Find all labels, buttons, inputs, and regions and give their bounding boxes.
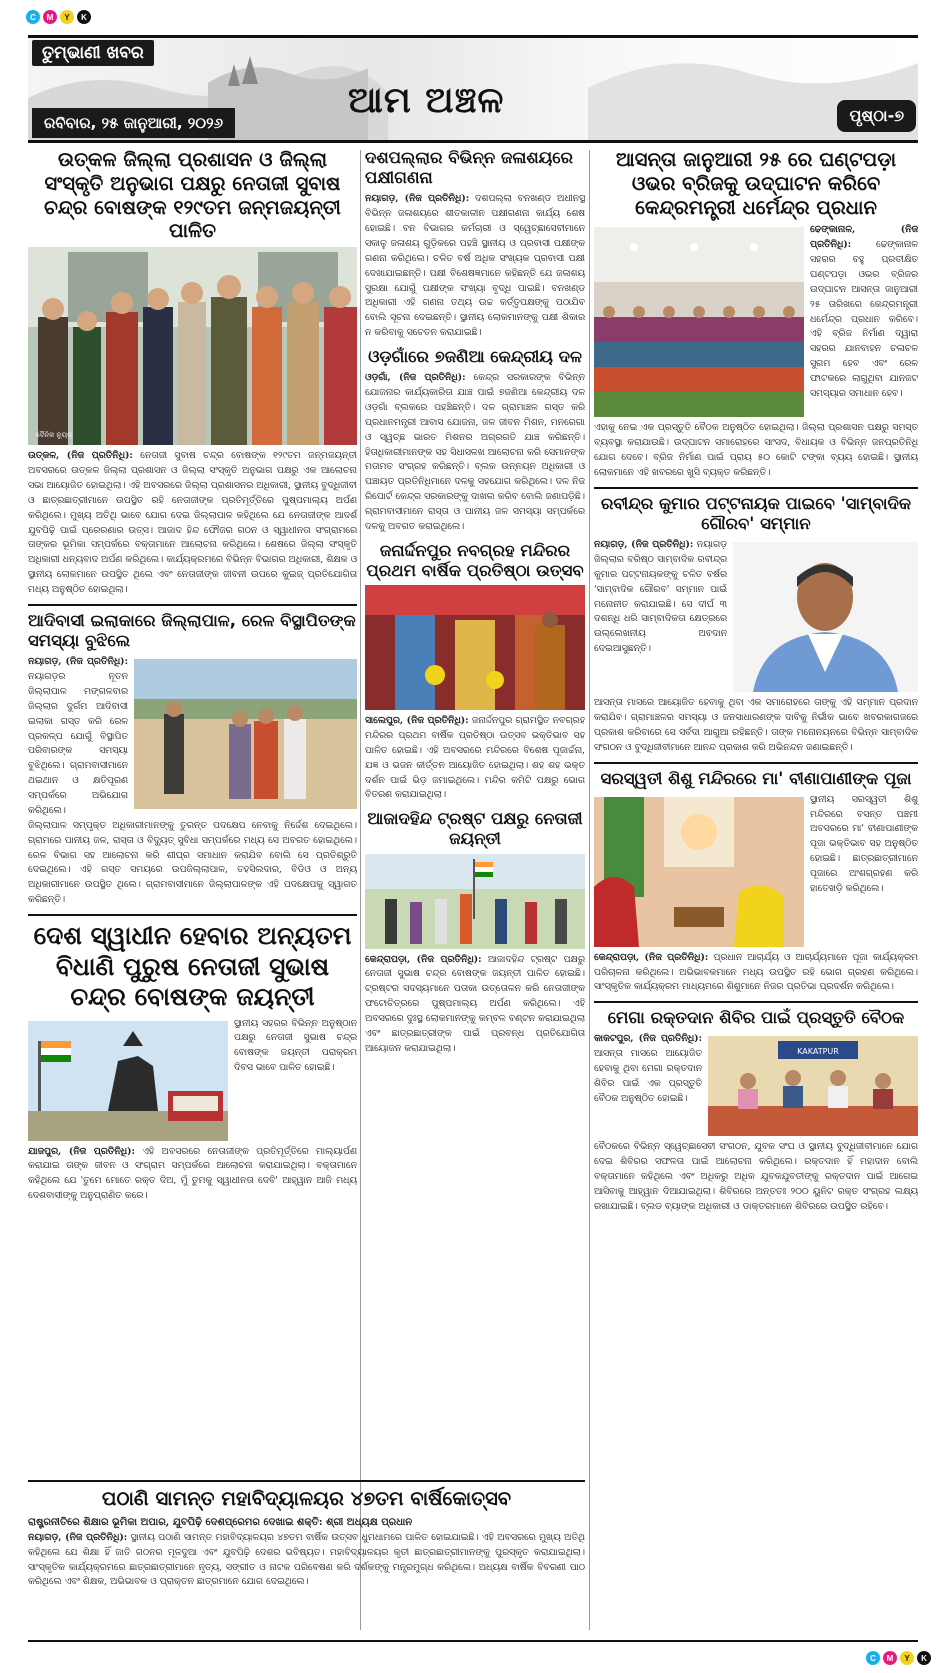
story-text: କେନ୍ଦ୍ର ସରକାରଙ୍କ ବିଭିନ୍ନ ଯୋଜନାର କାର୍ଯ୍ୟକାରିତା ଯାଞ୍ଚ ପାଇଁ ୭ଜଣିଆ କେନ୍ଦ୍ରୀୟ ଦଳ ଓଡ଼ଗାଁ ବ୍ଲକରେ ପହଞ୍ଚିଛନ୍ତି। ଦଳ ଗ୍ରାମାଞ୍ଚଳ ଗସ୍ତ କରି ପ୍ରଧାନମନ୍ତ୍ରୀ ଆବାସ ଯୋଜନା, ଜଳ ଜୀବନ ମିଶନ, ମନରେଗା ଓ ସ୍ୱଚ୍ଛ ଭାରତ ମିଶନର ଅଗ୍ରଗତି ଯାଞ୍ଚ କରିଛନ୍ତି। ହିତାଧିକାରୀମାନଙ୍କ ସହ ସିଧାସଳଖ ଆଲୋଚନା କରି ସେମାନଙ୍କ ମତାମତ ସଂଗ୍ରହ କରିଛନ୍ତି। ବ୍ଲକ ଉନ୍ନୟନ ଅଧିକାରୀ ଓ ପଞ୍ଚାୟତ ପ୍ରତିନିଧିମାନେ ଦଳକୁ ସହଯୋଗ କରିଥିଲେ। ଦଳ ନିଜ ରିପୋର୍ଟ କେନ୍ଦ୍ର ସରକାରଙ୍କୁ ଦାଖଲ କରିବ ବୋଲି ଜଣାପଡ଼ିଛି। ଗ୍ରାମବାସୀମାନେ ରାସ୍ତା ଓ ପାନୀୟ ଜଳ ସମସ୍ୟା ସମ୍ପର୍କରେ ଦଳକୁ ଅବଗତ କରାଇଥିଲେ। [365,372,585,532]
story-body [594,951,918,996]
story-headline: ଆଦିବାସୀ ଇଲାକାରେ ଜିଲ୍ଲାପାଳ, ରେଳ ବିସ୍ଥାପିତଙ୍କ ସମସ୍ୟା ବୁଝିଲେ [28,610,356,650]
story-journalist-award [594,494,918,756]
collector-visit-image [134,659,357,809]
cmyk-c: C [866,1651,880,1665]
story-text: ଆଜାଦହିନ୍ଦ ଟ୍ରଷ୍ଟ ପକ୍ଷରୁ ନେତାଜୀ ସୁଭାଷ ଚନ୍ଦ୍ର ବୋଷଙ୍କ ଜୟନ୍ତୀ ପାଳିତ ହୋଇଛି। ଟ୍ରଷ୍ଟର ସଦସ୍ୟମାନେ ପତାକା ଉତ୍ତୋଳନ କରି ନେତାଜୀଙ୍କ ଫଟୋଚିତ୍ରରେ ପୁଷ୍ପମାଲ୍ୟ ଅର୍ପଣ କରିଥିଲେ। ଏହି ଅବସରରେ ଦୁଃସ୍ଥ ଲୋକମାନଙ୍କୁ କମ୍ବଳ ବଣ୍ଟନ କରାଯାଇଥିଲା ଏବଂ ଛାତ୍ରଛାତ୍ରୀଙ୍କ ପାଇଁ ପ୍ରବନ୍ଧ ପ୍ରତିଯୋଗିତା ଆୟୋଜନ କରାଯାଇଥିଲା। [365,953,585,1054]
dateline: ନୟାଗଡ଼, (ନିଜ ପ୍ରତିନିଧି): [28,656,128,668]
story-text: ଜନାର୍ଦ୍ଦନପୁର ଗ୍ରାମସ୍ଥିତ ନବଗ୍ରହ ମନ୍ଦିରର ପ୍ରଥମ ବାର୍ଷିକ ପ୍ରତିଷ୍ଠା ଉତ୍ସବ ଭକ୍ତିଭାବ ସହ ପାଳିତ ହୋଇଛି। ଏହି ଅବସରରେ ମନ୍ଦିରରେ ବିଶେଷ ପୂଜାର୍ଚ୍ଚନା, ଯଜ୍ଞ ଓ ଭଜନ କୀର୍ତ୍ତନ ଆୟୋଜିତ ହୋଇଥିଲା। ଶହ ଶହ ଭକ୍ତ ଦର୍ଶନ ପାଇଁ ଭିଡ଼ ଜମାଇଥିଲେ। ମନ୍ଦିର କମିଟି ପକ୍ଷରୁ ଭୋଗ ବିତରଣ କରାଯାଇଥିଲା। [365,715,585,801]
story-body [810,793,918,951]
story-divider [594,487,918,489]
story-subhead: ରାଷ୍ଟ୍ରନୀତିରେ ଶିକ୍ଷାର ଭୂମିକା ଅପାର, ଯୁବପିଢ଼ି ଦେଶପ୍ରେମର ଦେଖାଇ ଶକ୍ତି: ଶ୍ରୀ ଅଧ୍ୟକ୍ଷ ପ୍ରଧାନ [28,1516,413,1528]
cmyk-k: K [77,10,91,24]
dateline: ସାଲେପୁର, (ନିଜ ପ୍ରତିନିଧି): [365,715,469,726]
dateline: ଉତ୍କଳ, (ନିଜ ପ୍ରତିନିଧି): [28,450,133,462]
netaji-statue-photo [28,1021,228,1141]
story-headline: ଦଶପଲ୍ଲାର ବିଭିନ୍ନ ଜଳାଶୟରେ ପକ୍ଷୀଗଣନା [365,148,574,188]
story-text: ବୈଠକରେ ବିଭିନ୍ନ ସ୍ୱେଚ୍ଛାସେବୀ ସଂଗଠନ, ଯୁବକ ସଂଘ ଓ ସ୍ଥାନୀୟ ବୁଦ୍ଧିଜୀବୀମାନେ ଯୋଗ ଦେଇ ଶିବିରର ସଫଳତା ପାଇଁ ଆଲୋଚନା କରିଥିଲେ। ରକ୍ତଦାନ ହିଁ ମହାଦାନ ବୋଲି ବକ୍ତାମାନେ କହିଥିଲେ ଏବଂ ଅଧିକରୁ ଅଧିକ ଯୁବକଯୁବତୀଙ୍କୁ ରକ୍ତଦାନ ପାଇଁ ଆଗେଇ ଆସିବାକୁ ଆହ୍ୱାନ ଦିଆଯାଇଥିଲା। ଶିବିରରେ ଅନ୍ତତଃ ୨୦୦ ୟୁନିଟ ରକ୍ତ ସଂଗ୍ରହ ଲକ୍ଷ୍ୟ ରଖାଯାଇଛି। ବ୍ଲଡ ବ୍ୟାଙ୍କ ଅଧିକାରୀ ଓ ଡାକ୍ତରମାନେ ଶିବିରରେ ଉପସ୍ଥିତ ରହିବେ। [594,1141,918,1212]
flag-hoisting-photo [365,854,585,949]
temple-photo [365,585,585,710]
story-divider [28,914,357,916]
story-headline: ଉତ୍କଳ ଜିଲ୍ଲା ପ୍ରଶାସନ ଓ ଜିଲ୍ଲା ସଂସ୍କୃତି ଅନୁଭାଗ ପକ୍ଷରୁ ନେତାଜୀ ସୁବାଷ ଚନ୍ଦ୍ର ବୋଷଙ୍କ ୧୨୯ତମ ଜନ୍ମଜୟନ୍ତୀ ପାଳିତ [44,148,341,243]
story-body [594,538,727,696]
dateline: ନୟାଗଡ଼, (ନିଜ ପ୍ରତିନିଧି): [594,539,694,551]
story-headline: ମେଗା ରକ୍ତଦାନ ଶିବିର ପାଇଁ ପ୍ରସ୍ତୁତି ବୈଠକ [607,1008,905,1028]
story-headline: ଆସନ୍ତା ଜାନୁଆରୀ ୨୫ ରେ ଘଣ୍ଟପଡ଼ା ଓଭର ବ୍ରିଜକୁ ଉଦ୍‌ଘାଟନ କରିବେ କେନ୍ଦ୍ରମନ୍ତ୍ରୀ ଧର୍ମେନ୍ଦ୍ର ପ୍ରଧାନ [615,148,897,219]
cmyk-k: K [917,1651,931,1665]
story-text: ପ୍ରଧାନ ଆଚାର୍ଯ୍ୟ ଓ ଆଚାର୍ଯ୍ୟମାନେ ପୂଜା କାର୍ଯ୍ୟକ୍ରମ ପରିଚାଳନା କରିଥିଲେ। ଅଭିଭାବକମାନେ ମଧ୍ୟ ଉପସ୍ଥିତ ରହି ଭୋଗ ଗ୍ରହଣ କରିଥିଲେ। ସାଂସ୍କୃତିକ କାର୍ଯ୍ୟକ୍ରମ ମାଧ୍ୟମରେ ଶିଶୁମାନେ ନିଜର ପ୍ରତିଭା ପ୍ରଦର୍ଶନ କରିଥିଲେ। [594,951,918,993]
story-text: ସ୍ଥାନୀୟ ପଠାଣି ସାମନ୍ତ ମହାବିଦ୍ୟାଳୟର ୪୭ତମ ବାର୍ଷିକ ଉତ୍ସବ ଧୁମଧାମରେ ପାଳିତ ହୋଇଯାଇଛି। ଏହି ଅବସରରେ ମୁଖ୍ୟ ଅତିଥି କହିଥିଲେ ଯେ ଶିକ୍ଷା ହିଁ ଜାତି ଗଠନର ମୂଳଦୁଆ ଏବଂ ଯୁବପିଢ଼ି ଦେଶର ଭବିଷ୍ୟତ। ମହାବିଦ୍ୟାଳୟର କୃତୀ ଛାତ୍ରଛାତ୍ରୀମାନଙ୍କୁ ପୁରସ୍କୃତ କରାଯାଇଥିଲା। ସାଂସ୍କୃତିକ କାର୍ଯ୍ୟକ୍ରମରେ ଛାତ୍ରଛାତ୍ରୀମାନେ ନୃତ୍ୟ, ସଙ୍ଗୀତ ଓ ନାଟକ ପରିବେଷଣ କରି ଦର୍ଶକଙ୍କୁ ମନ୍ତ୍ରମୁଗ୍ଧ କରିଥିଲେ। ଅଧ୍ୟକ୍ଷ ବାର୍ଷିକ ବିବରଣୀ ପାଠ କରିଥିଲେ ଏବଂ ଶିକ୍ଷକ, ଅଭିଭାବକ ଓ ପ୍ରାକ୍ତନ ଛାତ୍ରମାନେ ଯୋଗ ଦେଇଥିଲେ। [28,1531,585,1588]
issue-date: ରବିବାର, ୨୫ ଜାନୁଆରୀ, ୨୦୨୬ [32,108,235,138]
group-photo-image [28,247,357,445]
story-text: ମୁଖ୍ୟ ଅତିଥି ଭାବେ ଯୋଗ ଦେଇ ଜିଲ୍ଲାପାଳ କହିଥିଲେ ଯେ ନେତାଜୀଙ୍କ ଆଦର୍ଶ ଯୁବପିଢ଼ି ପାଇଁ ପ୍ରେରଣାର ଉତ୍ସ। ଆଜାଦ ହିନ୍ଦ ଫୌଜର ଗଠନ ଓ ସ୍ୱାଧୀନତା ସଂଗ୍ରାମରେ ତାଙ୍କର ଭୂମିକା ସମ୍ପର୍କରେ ବକ୍ତାମାନେ ଆଲୋଚନା କରିଥିଲେ। [28,509,357,551]
meeting-photo [708,1036,918,1136]
meeting-image [708,1036,918,1136]
story-text: ସ୍ଥାନୀୟ ସରସ୍ୱତୀ ଶିଶୁ ମନ୍ଦିରରେ ବସନ୍ତ ପଞ୍ଚମୀ ଅବସରରେ ମା' ବୀଣାପାଣୀଙ୍କ ପୂଜା ଭକ୍ତିଭାବ ସହ ଅନୁଷ୍ଠିତ ହୋଇଛି। ଛାତ୍ରଛାତ୍ରୀମାନେ ପୂଜାରେ ଅଂଶଗ୍ରହଣ କରି ହାତେଖଡ଼ି କରିଥିଲେ। [810,793,918,894]
story-body [594,1140,918,1214]
cmyk-y: Y [900,1651,914,1665]
newspaper-brand: ତୁମ୍ଭାଣୀ ଖବର [32,40,154,66]
story-text: ଆସନ୍ତା ମାସରେ ଆୟୋଜିତ ହେବାକୁ ଥିବା ମେଗା ରକ୍ତଦାନ ଶିବିର ପାଇଁ ଏକ ପ୍ରସ୍ତୁତି ବୈଠକ ଅନୁଷ୍ଠିତ ହୋଇଛି। [594,1048,702,1104]
story-body [365,192,585,341]
story-body [365,714,585,803]
story-headline: ଦେଶ ସ୍ୱାଧୀନ ହେବାର ଅନ୍ୟତମ ବିଧାଣି ପୁରୁଷ ନେତାଜୀ ସୁଭାଷ ଚନ୍ଦ୍ର ବୋଷଙ୍କ ଜୟନ୍ତୀ [33,921,352,1011]
story-layout [28,655,357,819]
story-headline: ଆଜାଦହିନ୍ଦ ଟ୍ରଷ୍ଟ ପକ୍ଷରୁ ନେତାଜୀ ଜୟନ୍ତୀ [367,809,583,849]
story-blood-donation [594,1008,918,1215]
netaji-statue-image [28,1021,228,1141]
cmyk-y: Y [60,10,74,24]
puja-image [594,797,804,947]
school-sign-text: KAKATPUR [797,1047,839,1057]
masthead [28,35,918,143]
story-overbridge [594,148,918,481]
story-text: ଏହି ଅବସରରେ ନେତାଜୀଙ୍କ ପ୍ରତିମୂର୍ତ୍ତିରେ ମାଲ୍ୟାର୍ପଣ କରାଯାଇ ତାଙ୍କ ଜୀବନ ଓ ସଂଗ୍ରାମ ସମ୍ପର୍କରେ ଆଲୋଚନା କରାଯାଇଥିଲା। ବକ୍ତାମାନେ କହିଥିଲେ ଯେ 'ତୁମେ ମୋତେ ରକ୍ତ ଦିଅ, ମୁଁ ତୁମକୁ ସ୍ୱାଧୀନତା ଦେବି' ଆହ୍ୱାନ ଆଜି ମଧ୍ୟ ଦେଶବାସୀଙ୍କୁ ଅନୁପ୍ରାଣିତ କରେ। [28,1145,357,1202]
story-body [28,1145,357,1205]
dateline: କାକଟପୁର, (ନିଜ ପ୍ରତିନିଧି): [594,1033,702,1045]
dateline: କେନ୍ଦ୍ରାପଡ଼ା, (ନିଜ ପ୍ରତିନିଧି): [594,951,709,963]
puja-photo [594,797,804,947]
story-headline: ଓଡ଼ଗାଁରେ ୭ଜଣିଆ କେନ୍ଦ୍ରୀୟ ଦଳ [368,347,582,366]
page-bottom-rule [28,1640,918,1642]
story-text: ଦଶପଲ୍ଲା ବନଖଣ୍ଡ ଅଧୀନସ୍ଥ ବିଭିନ୍ନ ଜଳାଶୟରେ ଶୀତକାଳୀନ ପକ୍ଷୀଗଣନା କାର୍ଯ୍ୟ ଶେଷ ହୋଇଛି। ବନ ବିଭାଗର କର୍ମଚାରୀ ଓ ସ୍ୱେଚ୍ଛାସେବୀମାନେ ସକାଳୁ ଜଳାଶୟ ଗୁଡ଼ିକରେ ପହଞ୍ଚି ସ୍ଥାନୀୟ ଓ ପ୍ରବାସୀ ପକ୍ଷୀଙ୍କ ଗଣନା କରିଥିଲେ। ଚଳିତ ବର୍ଷ ଅଧିକ ସଂଖ୍ୟକ ପ୍ରବାସୀ ପକ୍ଷୀ ଦେଖାଯାଇଛନ୍ତି। ପକ୍ଷୀ ବିଶେଷଜ୍ଞମାନେ କହିଛନ୍ତି ଯେ ଜଳାଶୟ ସୁରକ୍ଷା ଯୋଗୁଁ ପକ୍ଷୀଙ୍କ ସଂଖ୍ୟା ବୃଦ୍ଧି ପାଇଛି। ବନଖଣ୍ଡ ଅଧିକାରୀ ଏହି ଗଣନା ତଥ୍ୟ ଉଚ୍ଚ କର୍ତ୍ତୃପକ୍ଷଙ୍କୁ ପଠାଯିବ ବୋଲି ସୂଚନା ଦେଇଛନ୍ତି। ସ୍ଥାନୀୟ ଲୋକମାନଙ୍କୁ ପକ୍ଷୀ ଶିକାର ନ କରିବାକୁ ସଚେତନ କରାଯାଇଛି। [365,193,585,339]
story-text: ନେତାଜୀ ସୁବାଷ ଚନ୍ଦ୍ର ବୋଷଙ୍କ ୧୨୯ତମ ଜନ୍ମଜୟନ୍ତୀ ଅବସରରେ ଉତ୍କଳ ଜିଲ୍ଲା ପ୍ରଶାସନ ଓ ଜିଲ୍ଲା ସଂସ୍କୃତି ଅନୁଭାଗ ପକ୍ଷରୁ ଏକ ଆଲୋଚନା ସଭା ଆୟୋଜିତ ହୋଇଥିଲା। ଏହି ଅବସରରେ ଜିଲ୍ଲା ପ୍ରଶାସନର ଅଧିକାରୀ, ସ୍ଥାନୀୟ ବୁଦ୍ଧିଜୀବୀ ଓ ଛାତ୍ରଛାତ୍ରୀମାନେ ଉପସ୍ଥିତ ରହି ନେତାଜୀଙ୍କ ପ୍ରତିମୂର୍ତ୍ତିରେ ପୁଷ୍ପମାଲ୍ୟ ଅର୍ପଣ କରିଥିଲେ। [28,450,357,521]
story-headline: ପଠାଣି ସାମନ୍ତ ମହାବିଦ୍ୟାଳୟର ୪୭ତମ ବାର୍ଷିକୋତ୍ସବ [101,1487,512,1510]
story-netaji-utkal [28,148,357,598]
story-body [594,696,918,756]
dateline: କେନ୍ଦ୍ରାପଡ଼ା, (ନିଜ ପ୍ରତିନିଧି): [365,953,482,965]
story-layout [28,1017,357,1145]
story-text: ନୟାଗଡ଼ର ନୂତନ ଜିଲ୍ଲାପାଳ ମଙ୍ଗଳବାର ଜିଲ୍ଲାର ଦୁର୍ଗମ ଆଦିବାସୀ ଇଲାକା ଗସ୍ତ କରି ରେଳ ପ୍ରକଳ୍ପ ଯୋଗୁଁ ବିସ୍ଥାପିତ ପରିବାରଙ୍କ ସମସ୍ୟା ବୁଝିଥିଲେ। ଗ୍ରାମବାସୀମାନେ ଥଇଥାନ ଓ କ୍ଷତିପୂରଣ ସମ୍ପର୍କରେ ଅଭିଯୋଗ କରିଥିଲେ। [28,671,128,816]
story-text: ଏହାକୁ ନେଇ ଏକ ପ୍ରସ୍ତୁତି ବୈଠକ ଅନୁଷ୍ଠିତ ହୋଇଥିଲା। ଜିଲ୍ଲା ପ୍ରଶାସନ ପକ୍ଷରୁ ସମସ୍ତ ବ୍ୟବସ୍ଥା କରାଯାଉଛି। ଉଦ୍‌ଘାଟନ ସମାରୋହରେ ସାଂସଦ, ବିଧାୟକ ଓ ବିଭିନ୍ନ ଜନପ୍ରତିନିଧି ଯୋଗ ଦେବେ। ବ୍ରିଜ ନିର୍ମାଣ ପାଇଁ ପ୍ରାୟ ୫୦ କୋଟି ଟଙ୍କା ବ୍ୟୟ ହୋଇଛି। ସ୍ଥାନୀୟ ଲୋକମାନେ ଏହି ଖବରରେ ଖୁସି ବ୍ୟକ୍ତ କରିଛନ୍ତି। [594,422,918,478]
dateline: ନୟାଗଡ଼, (ନିଜ ପ୍ରତିନିଧି): [365,193,470,205]
story-headline: ଜନାର୍ଦ୍ଦନପୁର ନବଗ୍ରହ ମନ୍ଦିରର ପ୍ରଥମ ବାର୍ଷିକ ପ୍ରତିଷ୍ଠା ଉତ୍ସବ [366,540,584,580]
story-text: ସ୍ଥାନୀୟ ସହରର ବିଭିନ୍ନ ଅନୁଷ୍ଠାନ ପକ୍ଷରୁ ନେତାଜୀ ସୁଭାଷ ଚନ୍ଦ୍ର ବୋଷଙ୍କ ଜୟନ୍ତୀ ପରାକ୍ରମ ଦିବସ ଭାବେ ପାଳିତ ହୋଇଛି। [234,1017,357,1074]
story-body [234,1017,357,1145]
story-azad-hind-trust [365,809,585,1056]
section-title: ଆମ ଅଞ୍ଚଳ [348,80,505,121]
story-body [28,1531,585,1591]
cmyk-m: M [43,10,57,24]
story-central-team [365,347,585,535]
story-body [28,449,357,598]
story-body [28,819,357,908]
story-collector-visit [28,611,357,908]
story-layout [594,538,918,696]
story-headline: ସରସ୍ୱତୀ ଶିଶୁ ମନ୍ଦିରରେ ମା' ବୀଣାପାଣୀଙ୍କ ପୂଜା [600,768,912,788]
story-layout [594,793,918,951]
story-layout [594,1032,918,1140]
collector-visit-photo [134,659,357,809]
story-navagraha-temple [365,541,585,804]
journalist-portrait-photo [733,542,918,692]
column-left [28,148,357,1210]
story-saraswati-puja [594,769,918,996]
meeting-hall-photo [594,227,804,417]
story-body [594,1032,702,1140]
story-divider [594,1001,918,1003]
story-text: ଶେଷରେ ଜିଲ୍ଲା ସଂସ୍କୃତି ଅଧିକାରୀ ଧନ୍ୟବାଦ ଅର୍ପଣ କରିଥିଲେ। କାର୍ଯ୍ୟକ୍ରମରେ ବିଭିନ୍ନ ବିଭାଗର ଅଧିକାରୀ, ଶିକ୍ଷକ ଓ ସ୍ଥାନୀୟ ଲୋକମାନେ ଉପସ୍ଥିତ ଥିଲେ ଏବଂ ନେତାଜୀଙ୍କ ଜୀବନୀ ଉପରେ କୁଇଜ୍ ପ୍ରତିଯୋଗିତା ମଧ୍ୟ ଅନୁଷ୍ଠିତ ହୋଇଥିଲା। [28,539,357,595]
dateline: ନୟାଗଡ଼, (ନିଜ ପ୍ରତିନିଧି): [28,1531,128,1543]
meeting-hall-image [594,227,804,417]
photo-watermark: ଦୈନିକ ନ୍ୟୁଜ୍ [36,431,72,440]
story-text: ଢେଙ୍କାନାଳ ସହରର ବହୁ ପ୍ରତୀକ୍ଷିତ ଘଣ୍ଟପଡ଼ା ଓଭର ବ୍ରିଜର ଉଦ୍‌ଘାଟନ ଆସନ୍ତା ଜାନୁଆରୀ ୨୫ ତାରିଖରେ କେନ୍ଦ୍ରମନ୍ତ୍ରୀ ଧର୍ମେନ୍ଦ୍ର ପ୍ରଧାନ କରିବେ। ଏହି ବ୍ରିଜ ନିର୍ମାଣ ଦ୍ୱାରା ସହରର ଯାନବାହନ ଚଳାଚଳ ସୁଗମ ହେବ ଏବଂ ରେଳ ଫାଟକରେ ଲାଗୁଥିବା ଯାନଜଟ ସମସ୍ୟାର ସମାଧାନ ହେବ। [810,239,918,399]
cmyk-m: M [883,1651,897,1665]
story-text: ଜିଲ୍ଲାପାଳ ସମ୍ପୃକ୍ତ ଅଧିକାରୀମାନଙ୍କୁ ତୁରନ୍ତ ପଦକ୍ଷେପ ନେବାକୁ ନିର୍ଦ୍ଦେଶ ଦେଇଥିଲେ। ଗ୍ରାମରେ ପାନୀୟ ଜଳ, ରାସ୍ତା ଓ ବିଦ୍ୟୁତ୍ ସୁବିଧା ସମ୍ପର୍କରେ ମଧ୍ୟ ସେ ଅବଗତ ହୋଇଥିଲେ। ରେଳ ବିଭାଗ ସହ ଆଲୋଚନା କରି ଶୀଘ୍ର ସମାଧାନ କରାଯିବ ବୋଲି ସେ ପ୍ରତିଶ୍ରୁତି ଦେଇଥିଲେ। ଏହି ଗସ୍ତ ସମୟରେ ଉପଜିଲ୍ଲାପାଳ, ତହସିଲଦାର, ବିଡିଓ ଓ ଅନ୍ୟ ଅଧିକାରୀମାନେ ଉପସ୍ଥିତ ଥିଲେ। ଗ୍ରାମବାସୀମାନେ ଜିଲ୍ଲାପାଳଙ୍କ ଏହି ପଦକ୍ଷେପକୁ ସ୍ୱାଗତ କରିଛନ୍ତି। [28,819,357,906]
column-middle [365,148,585,1063]
page-number: ପୃଷ୍ଠା-୭ [837,100,916,132]
story-netaji-jayanti [28,921,357,1204]
story-body [28,655,128,819]
story-bird-census [365,148,585,341]
story-headline: ରବୀନ୍ଦ୍ର କୁମାର ପଟ୍ଟନାୟକ ପାଇବେ 'ସାମ୍ବାଦିକ ଗୌରବ' ସମ୍ମାନ [600,493,912,533]
story-college-anniversary [28,1475,585,1590]
story-text: ଆସନ୍ତା ମାସରେ ଆୟୋଜିତ ହେବାକୁ ଥିବା ଏକ ସମାରୋହରେ ତାଙ୍କୁ ଏହି ସମ୍ମାନ ପ୍ରଦାନ କରାଯିବ। ଗ୍ରାମାଞ୍ଚଳର ସମସ୍ୟା ଓ ଜନସାଧାରଣଙ୍କ ଦାବିକୁ ନିର୍ଭୀକ ଭାବେ ଖବରକାଗଜରେ ପ୍ରକାଶ କରିବାରେ ସେ ସର୍ବଦା ଆଗୁଆ ରହିଛନ୍ତି। ତାଙ୍କ ମନୋନୟନରେ ବିଭିନ୍ନ ସାମ୍ବାଦିକ ସଂଗଠନ ଓ ବୁଦ୍ଧିଜୀବୀମାନେ ଆନନ୍ଦ ପ୍ରକାଶ କରି ଅଭିନନ୍ଦନ ଜଣାଇଛନ୍ତି। [594,697,918,753]
story-body [365,953,585,1057]
column-divider [360,150,361,1630]
dateline: ଯାଜପୁର, (ନିଜ ପ୍ରତିନିଧି): [28,1145,135,1157]
temple-image [365,585,585,710]
journalist-portrait-image [733,542,918,692]
story-body [365,371,585,535]
column-right [594,148,918,1221]
cmyk-c: C [26,10,40,24]
column-divider [589,150,590,1630]
group-photo [28,247,357,445]
cmyk-registration-marks-bottom [866,1651,931,1665]
story-divider [28,1480,585,1482]
story-body [594,421,918,481]
story-divider [28,604,357,606]
dateline: ଢେଙ୍କାନାଳ, (ନିଜ ପ୍ରତିନିଧି): [810,224,918,251]
story-text: ନୟାଗଡ଼ ଜିଲ୍ଲାର ବରିଷ୍ଠ ସାମ୍ବାଦିକ ରବୀନ୍ଦ୍ର କୁମାର ପଟ୍ଟନାୟକଙ୍କୁ ଚଳିତ ବର୍ଷର 'ସାମ୍ବାଦିକ ଗୌରବ' ସମ୍ମାନ ପାଇଁ ମନୋନୀତ କରାଯାଇଛି। ସେ ଦୀର୍ଘ ୩ ଦଶନ୍ଧି ଧରି ସାମ୍ବାଦିକତା କ୍ଷେତ୍ରରେ ଉଲ୍ଲେଖନୀୟ ଅବଦାନ ଦେଇଆସୁଛନ୍ତି। [594,539,727,655]
story-layout [594,223,918,421]
story-body [810,223,918,421]
story-divider [594,762,918,764]
dateline: ଓଡ଼ଗାଁ, (ନିଜ ପ୍ରତିନିଧି): [365,372,466,384]
cmyk-registration-marks-top [26,10,91,24]
flag-hoisting-image [365,854,585,949]
